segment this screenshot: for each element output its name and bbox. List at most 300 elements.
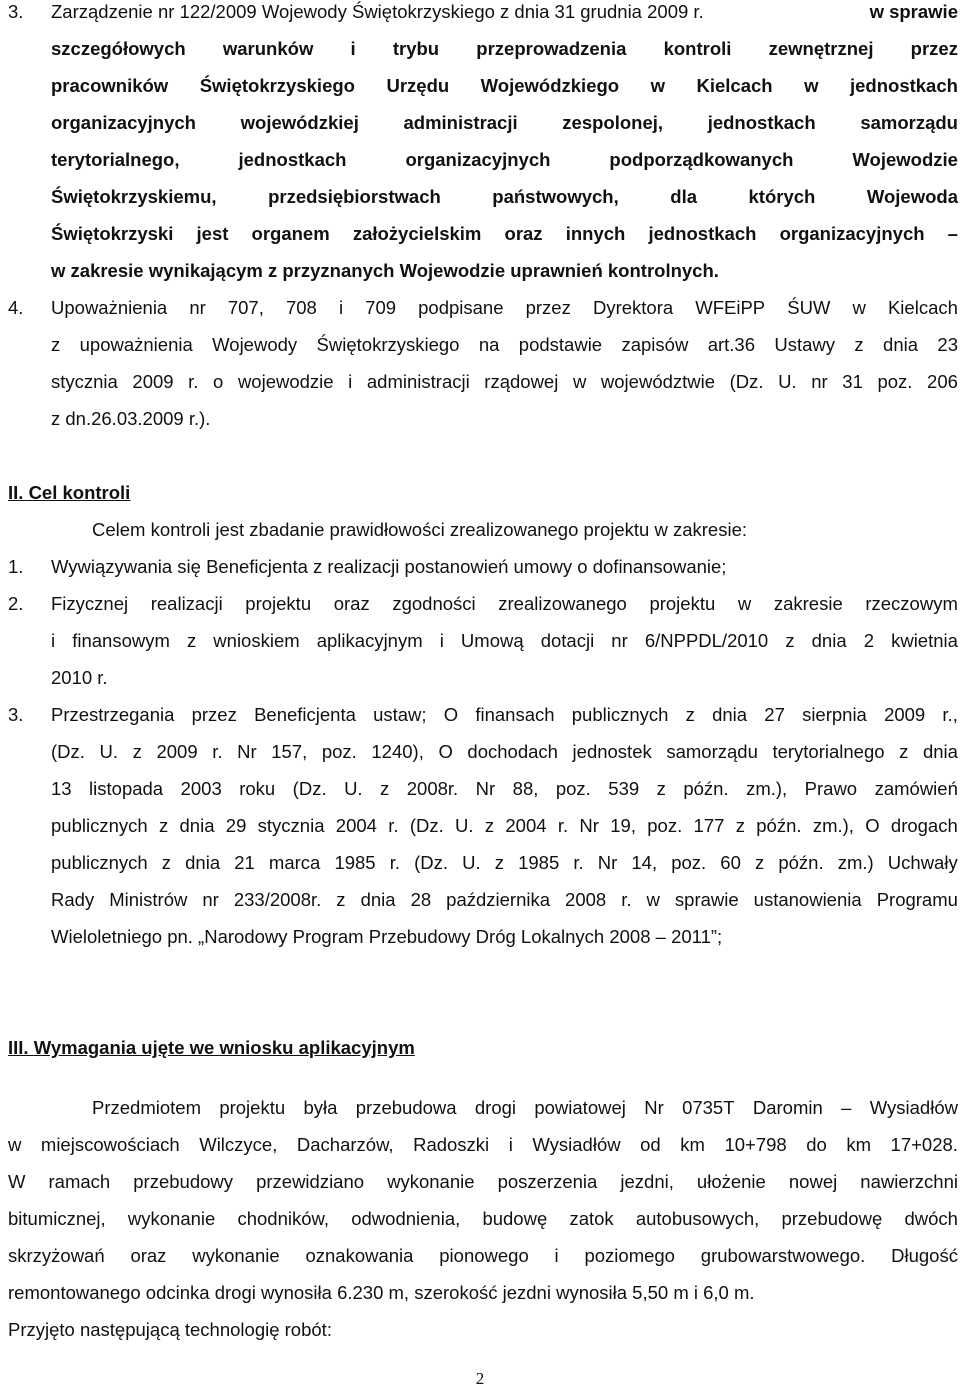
word: r. [557,815,569,836]
page-number: 2 [475,1369,485,1388]
item-number: 1. [8,556,24,577]
word: nowej [788,1171,838,1192]
word: na [478,334,500,355]
word: Świętokrzyskiemu, [51,186,217,207]
item-number: 3. [8,1,24,22]
word: nr [611,630,628,651]
word: w [572,371,587,392]
word: dotacji [540,630,595,651]
word: zm.) [837,852,874,873]
word: terytorialnego [772,741,885,762]
word: których [748,186,816,207]
word: oraz [504,223,543,244]
word: z [484,815,495,836]
word: jednostkach [648,223,757,244]
word: stycznia [51,371,118,392]
word: jezdni, [620,1171,674,1192]
word: ramach [48,1171,111,1192]
word: zrealizowanego [498,593,627,614]
word: warunków [222,38,314,59]
word: jest [196,223,229,244]
word: Wojewódzkiego [480,75,620,96]
word: przez [525,297,571,318]
word: projektu [649,593,716,614]
word: z [685,704,695,725]
word: dnia [922,741,958,762]
word: sierpnia [802,704,867,725]
item4-line-1 [51,296,958,320]
word: marca [268,852,321,873]
word: jednostek [572,741,652,762]
word: późn. [756,815,802,836]
word: U. [462,852,481,873]
word: pracowników [51,75,169,96]
word: Uchwały [887,852,958,873]
word: województwie [600,371,716,392]
word: r. [212,741,223,762]
goal-item-3-line-2 [51,740,958,764]
word: Ustawy [774,334,836,355]
word: miejscowościach [40,1134,180,1155]
word: Prawo [804,778,858,799]
section-2-intro: Celem kontroli jest zbadanie prawidłowości zrealizowanego projektu w zakresie: [92,519,748,540]
item3-line-6 [51,185,958,209]
word: r. [621,889,632,910]
word: U. [778,371,797,392]
word: U. [99,741,119,762]
word: 14, [631,852,658,873]
word: roku [239,778,276,799]
word: sprawie [674,889,739,910]
word: 539 [608,778,640,799]
word: przebudowę [781,1208,883,1229]
word: Świętokrzyski [51,223,174,244]
word: w [8,1134,22,1155]
word: 177 [693,815,725,836]
word: r. [573,852,584,873]
word: listopada [89,778,164,799]
goal-item-3-line-6 [51,888,958,912]
word: publicznych [51,852,148,873]
word: chodników, [237,1208,330,1229]
word: była [303,1097,338,1118]
word: r. [389,852,400,873]
word: Kielcach [887,297,958,318]
section-3-line-1 [92,1096,958,1120]
item3-line-3 [51,74,958,98]
word: i [554,1245,559,1266]
word: powiatowej [534,1097,626,1118]
word: organizacyjnych [779,223,925,244]
word: 2 [863,630,874,651]
word: z [854,334,864,355]
word: i [338,297,344,318]
item4-line-3 [51,370,958,394]
word: z [161,852,172,873]
word: organem [251,223,330,244]
word: Upoważnienia [51,297,168,318]
word: Nr [597,852,618,873]
word: zm.), [812,815,854,836]
word: 2008r. [406,778,459,799]
word: 23 [937,334,958,355]
word: administracji [366,371,470,392]
word: Urzędu [386,75,450,96]
word: Radoszki [413,1134,490,1155]
word: dnia [883,334,919,355]
word: 2009 [156,741,198,762]
word: ustanowienia [753,889,862,910]
word: wojewodzie [237,371,334,392]
word: 206 [927,371,958,392]
word: 17+028. [890,1134,958,1155]
word: 13 [51,778,72,799]
word: o [213,371,224,392]
goal-item-1-line-1: Wywiązywania się Beneficjenta z realizacji postanowień umowy o dofinansowanie; [51,556,727,577]
word: i [348,371,353,392]
word: grubowarstwowego. [700,1245,866,1266]
word: szczegółowych [51,38,186,59]
word: Wojewoda [866,186,958,207]
word: kwietnia [891,630,958,651]
word: zm.), [746,778,788,799]
word: Daromin [752,1097,823,1118]
word: Fizycznej [51,593,129,614]
word: podpisane [418,297,504,318]
word: przeprowadzenia [476,38,627,59]
word: rządowej [484,371,559,392]
word: km [846,1134,872,1155]
word: pionowego [439,1245,529,1266]
word: poz. [877,371,913,392]
word: i [51,630,56,651]
word: rzeczowym [865,593,958,614]
word: 21 [234,852,255,873]
word: organizacyjnych [51,112,196,133]
word: 60 [720,852,741,873]
word: O [443,704,459,725]
word: realizacji [150,593,223,614]
word: publicznych [571,704,669,725]
word: przebudowy [133,1171,234,1192]
word: O [865,815,880,836]
word: z [186,630,197,651]
word: późn. [778,852,824,873]
item3-line-2 [51,37,958,61]
item3-line-7 [51,222,958,246]
word: dochodach [467,741,558,762]
section-2-heading-number: II. [8,482,24,503]
word: wnioskiem [213,630,300,651]
word: Wysiadłów [532,1134,621,1155]
item3-line-1 [51,0,958,24]
word: poziomego [584,1245,675,1266]
word: kontroli [663,38,732,59]
word: Nr [644,1097,664,1118]
word: nr [189,297,206,318]
word: nr [202,889,219,910]
word: budowę [482,1208,548,1229]
word: terytorialnego, [51,149,180,170]
word: z [656,778,666,799]
word: Przestrzegania [51,704,175,725]
word: (Dz. [729,371,764,392]
section-3-line-4 [8,1207,958,1231]
word: Dacharzów, [296,1134,394,1155]
word: 2008 [565,889,607,910]
word: Wilczyce, [199,1134,278,1155]
word: Rady [51,889,95,910]
word: ułożenie [696,1171,766,1192]
word: dnia [179,815,215,836]
word: w [737,593,752,614]
word: Przedmiotem [92,1097,201,1118]
word: 709 [365,297,397,318]
word: 10+798 [724,1134,787,1155]
word: samorządu [666,741,758,762]
word: Dyrektora [592,297,674,318]
section-2-heading [8,481,130,505]
word: finansach [475,704,555,725]
word: dnia [360,889,396,910]
word: dla [670,186,697,207]
word: oraz [333,593,370,614]
word: 29 [225,815,247,836]
word: jednostkach [707,112,816,133]
word: zatok [569,1208,614,1229]
word: w [646,889,660,910]
word: administracji [403,112,518,133]
word: (Dz. [51,741,85,762]
word: 2003 [180,778,222,799]
item3-line-1-plain: Zarządzenie nr 122/2009 Wojewody Świętokrzyskiego z dnia 31 grudnia 2009 r. [51,1,704,22]
word: od [640,1134,661,1155]
word: ŚUW [787,297,831,318]
word: poz. [555,778,591,799]
item3-line-5 [51,148,958,172]
word: nawierzchni [860,1171,958,1192]
word: poz. [321,741,357,762]
word: 2009 [884,704,926,725]
word: (Dz. [414,852,449,873]
item4-line-2 [51,333,958,357]
word: 19, [610,815,636,836]
word: autobusowych, [635,1208,760,1229]
word: Nr [237,741,257,762]
word: 88, [512,778,539,799]
word: upoważnienia [79,334,193,355]
word: (Dz. [292,778,327,799]
word: późn. [683,778,729,799]
word: i [439,630,444,651]
section-3-line-5 [8,1244,958,1268]
word: aplikacyjnym [316,630,423,651]
word: 2004 [335,815,377,836]
word: do [806,1134,827,1155]
word: z [380,778,390,799]
word: z [899,741,909,762]
goal-item-2-line-2 [51,629,958,653]
section-3-line-6: remontowanego odcinka drogi wynosiła 6.230 m, szerokość jezdni wynosiła 5,50 m i 6,0 m. [8,1282,755,1303]
word: 2009 [132,371,174,392]
word: WFEiPP [695,297,766,318]
word: przebudowa [355,1097,457,1118]
word: października [446,889,551,910]
word: trybu [392,38,440,59]
word: 28 [410,889,432,910]
word: i [508,1134,513,1155]
word: skrzyżowań [8,1245,105,1266]
word: drogi [474,1097,517,1118]
word: O [438,741,453,762]
word: jednostkach [849,75,958,96]
word: zamówień [874,778,958,799]
word: wykonanie [387,1171,475,1192]
word: projektu [245,593,312,614]
word: poz. [647,815,683,836]
word: publicznych [51,815,148,836]
goal-item-3-line-1 [51,703,958,727]
word: (Dz. [409,815,444,836]
word: podporządkowanych [609,149,794,170]
section-3-line-2 [8,1133,958,1157]
word: projektu [219,1097,286,1118]
word: organizacyjnych [405,149,551,170]
word: ustaw; [373,704,427,725]
word: art.36 [707,334,756,355]
word: przez [191,704,237,725]
item-number: 3. [8,704,24,725]
word: 27 [764,704,785,725]
word: 2004 [505,815,547,836]
word: poszerzenia [497,1171,598,1192]
word: zgodności [392,593,476,614]
word: oznakowania [305,1245,414,1266]
goal-item-3-line-4 [51,814,958,838]
item3-line-4 [51,111,958,135]
item-number: 2. [8,593,24,614]
word: Wojewody [212,334,298,355]
word: przedsiębiorstwach [268,186,441,207]
word: dnia [185,852,221,873]
word: Nr [579,815,599,836]
section-3-line-3 [8,1170,958,1194]
section-3-heading: III. Wymagania ujęte we wniosku aplikacyjnym [8,1037,415,1058]
goal-item-3-line-5 [51,851,958,875]
word: zewnętrznej [768,38,874,59]
section-2-heading-text: Cel kontroli [28,482,131,503]
word: dnia [712,704,748,725]
word: z [158,815,169,836]
word: finansowym [72,630,170,651]
word: nr [811,371,828,392]
word: w [852,297,866,318]
word: stycznia [257,815,325,836]
word: r. [188,371,199,392]
word: wykonanie [127,1208,216,1229]
word: z [132,741,142,762]
word: 31 [842,371,863,392]
word: Świętokrzyskiego [316,334,460,355]
word: U. [455,815,474,836]
word: wojewódzkiej [240,112,359,133]
word: Nr [475,778,496,799]
word: i [350,38,356,59]
word: – [947,223,958,244]
goal-item-3-line-3 [51,777,958,801]
word: z [754,852,765,873]
word: km [680,1134,705,1155]
word: 1985 [518,852,560,873]
word: innych [565,223,626,244]
word: Kielcach [696,75,773,96]
word: odwodnienia, [351,1208,461,1229]
word: Beneficjenta [254,704,356,725]
word: z [51,334,61,355]
word: Świętokrzyskiego [199,75,355,96]
word: 1985 [334,852,376,873]
word: Wysiadłów [869,1097,958,1118]
word: przez [910,38,958,59]
word: drogach [890,815,958,836]
word: w [804,75,819,96]
word: 1240), [371,741,424,762]
item3-line-1-bold: w sprawie [869,1,958,22]
item-number: 4. [8,297,24,318]
goal-item-3-line-7: Wieloletniego pn. „Narodowy Program Przebudowy Dróg Lokalnych 2008 – 2011”; [51,926,723,947]
goal-item-2-line-3: 2010 r. [51,667,108,688]
word: samorządu [860,112,958,133]
word: r., [942,704,958,725]
word: w [650,75,665,96]
word: W [8,1171,26,1192]
word: oraz [130,1245,167,1266]
word: Programu [876,889,958,910]
word: z [336,889,346,910]
word: z [735,815,745,836]
word: 6/NPPDL/2010 [644,630,769,651]
word: 157, [271,741,308,762]
word: dwóch [904,1208,958,1229]
word: przewidziano [256,1171,365,1192]
word: państwowych, [492,186,619,207]
word: zespolonej, [562,112,664,133]
word: z [785,630,795,651]
word: zakresie [773,593,843,614]
word: zapisów [621,334,689,355]
item4-line-4: z dn.26.03.2009 r.). [51,408,211,429]
word: Wojewodzie [852,149,958,170]
item3-line-8: w zakresie wynikającym z przyznanych Wojewodzie uprawnień kontrolnych. [51,260,719,281]
word: poz. [671,852,707,873]
section-3-line-7: Przyjęto następującą technologię robót: [8,1319,332,1340]
word: 233/2008r. [233,889,322,910]
word: 708 [285,297,317,318]
word: założycielskim [352,223,482,244]
word: – [841,1097,852,1118]
word: Ministrów [109,889,188,910]
word: z [494,852,504,873]
word: 0735T [682,1097,735,1118]
word: bitumicznej, [8,1208,106,1229]
goal-item-2-line-1 [51,592,958,616]
word: 707, [227,297,264,318]
word: r. [388,815,399,836]
word: wykonanie [192,1245,280,1266]
word: Umową [460,630,524,651]
word: Długość [891,1245,958,1266]
word: dnia [811,630,847,651]
